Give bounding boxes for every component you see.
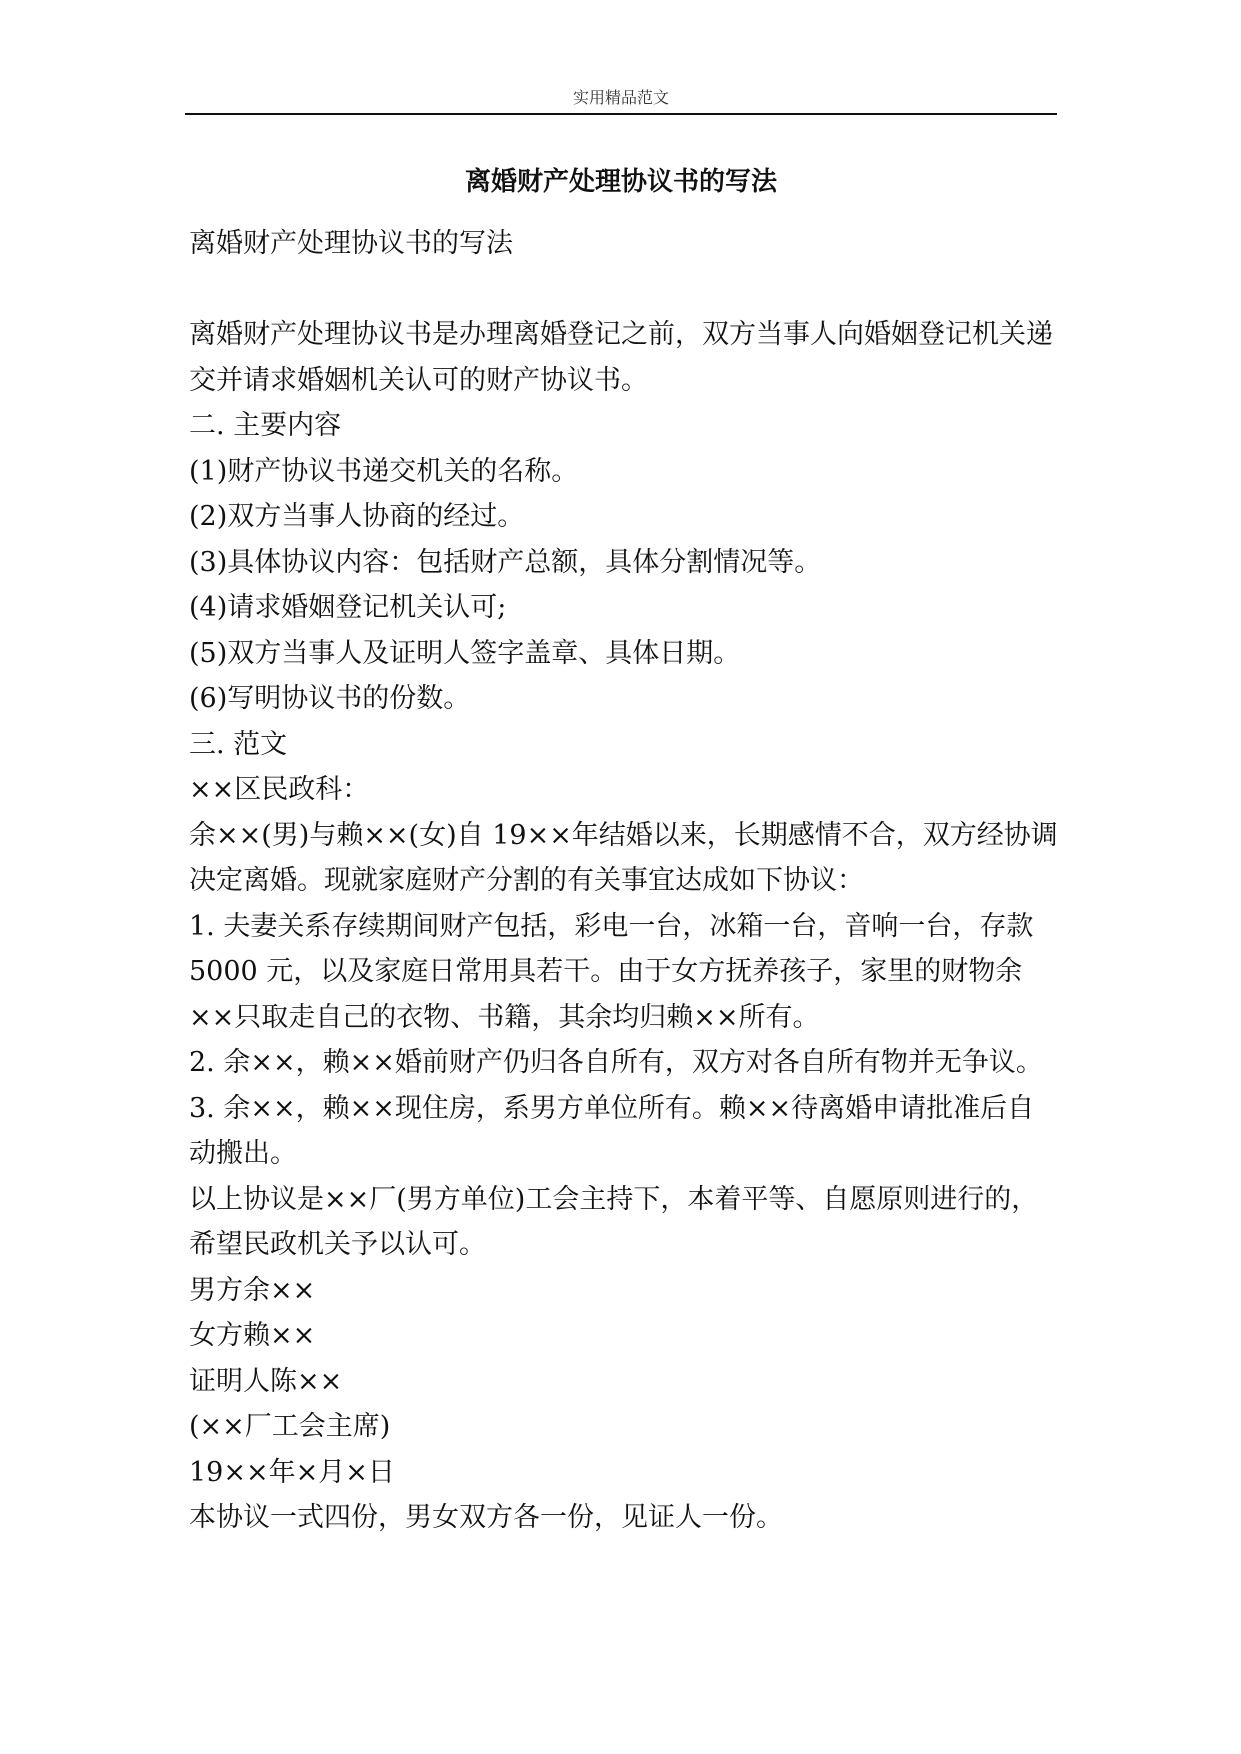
sample-paragraph: 余××(男)与赖××(女)自 19××年结婚以来，长期感情不合，双方经协调决定离婚。现就家庭财产分割的有关事宜达成如下协议： xyxy=(189,819,1058,896)
salutation: ××区民政科： xyxy=(189,774,370,805)
document-body xyxy=(189,221,1059,1541)
signature-line: 男方余×× xyxy=(189,1274,316,1306)
date-line: 19××年×月×日 xyxy=(189,1456,395,1488)
document-subtitle: 离婚财产处理协议书的写法 xyxy=(189,228,513,259)
agreement-clause: 2. 余××，赖××婚前财产仍归各自所有，双方对各自所有物并无争议。 xyxy=(189,1047,1043,1078)
intro-paragraph: 离婚财产处理协议书是办理离婚登记之前，双方当事人向婚姻登记机关递交并请求婚姻机关认可的财产协议书。 xyxy=(189,319,1053,396)
closing-paragraph: 以上协议是××厂(男方单位)工会主持下，本着平等、自愿原则进行的，希望民政机关予以认可。 xyxy=(189,1183,1039,1260)
copies-note: 本协议一式四份，男女双方各一份，见证人一份。 xyxy=(189,1502,783,1533)
list-item: (3)具体协议内容：包括财产总额，具体分割情况等。 xyxy=(189,546,822,578)
list-item: (6)写明协议书的份数。 xyxy=(189,683,471,714)
section-heading-main-content: 二. 主要内容 xyxy=(189,410,342,441)
list-item: (5)双方当事人及证明人签字盖章、具体日期。 xyxy=(189,637,741,669)
signature-line: 女方赖×× xyxy=(189,1320,316,1351)
list-item: (4)请求婚姻登记机关认可; xyxy=(189,592,507,623)
list-item: (2)双方当事人协商的经过。 xyxy=(189,501,525,532)
signature-note: (××厂工会主席) xyxy=(189,1411,391,1442)
document-title: 离婚财产处理协议书的写法 xyxy=(464,167,777,197)
header-divider xyxy=(185,113,1057,115)
signature-line: 证明人陈×× xyxy=(189,1365,343,1397)
page-header: 实用精品范文 xyxy=(572,88,669,107)
agreement-clause: 3. 余××，赖××现住房，系男方单位所有。赖××待离婚申请批准后自动搬出。 xyxy=(189,1092,1035,1169)
list-item: (1)财产协议书递交机关的名称。 xyxy=(189,455,579,487)
section-heading-sample: 三. 范文 xyxy=(189,728,288,760)
blank-line xyxy=(189,267,1059,313)
agreement-clause: 1. 夫妻关系存续期间财产包括，彩电一台，冰箱一台，音响一台，存款 5000 元，以及家庭日常用具若干。由于女方抚养孩子，家里的财物余××只取走自己的衣物、书籍，其余均归赖××所有。 xyxy=(189,910,1034,1033)
